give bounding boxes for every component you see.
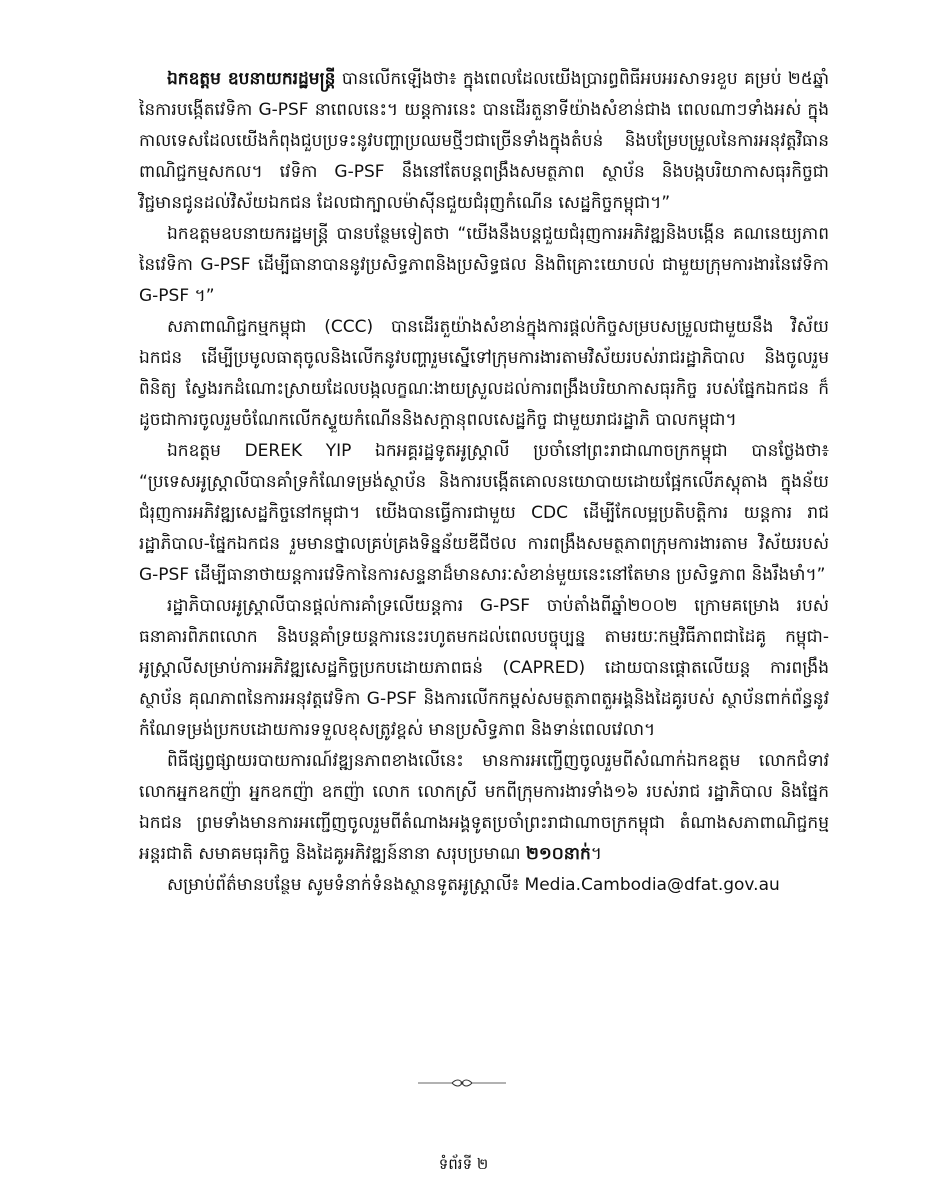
attendance-count-bold: ២១០នាក់ [526,844,591,864]
paragraph-text: ពិធីផ្សព្វផ្សាយរបាយការណ៍វឌ្ឍនភាពខាងលើនេះ មានការអញ្ជើញចូលរួមពីសំណាក់ឯកឧត្តម លោកជំទាវ លោកអ្នកឧកញ៉ា អ្នកឧកញ៉ា ឧកញ៉ា លោក លោកស្រី មកពីក្រុមការងារទាំង១៦ របស់រាជ រដ្ឋាភិបាល និងផ្នែកឯកជន ព្រមទាំងមានការអញ្ជើញចូលរួមពីតំណាងអង្គទូតប្រចាំព្រះរាជាណាចក្រកម្ពុជា តំណាងសភាពាណិជ្ជកម្មអន្តរជាតិ សមាគមធុរកិច្ច និងដៃគូអភិវឌ្ឍន៍នានា សរុបប្រមាណ [139,751,829,864]
contact-text: សម្រាប់ព័ត៌មានបន្ថែម សូមទំនាក់ទំនងស្ថានទូតអូស្ត្រាលី៖ Media.Cambodia@dfat.gov.au [167,875,780,895]
paragraph-text: ឯកឧត្តមឧបនាយករដ្ឋមន្ត្រី បានបន្ថែមទៀតថា “យើងនឹងបន្តជួយជំរុញការអភិវឌ្ឍនិងបង្កើន គណនេយ្យភាពនៃវេទិកា G-PSF ដើម្បីធានាបាននូវប្រសិទ្ធភាពនិងប្រសិទ្ធផល និងពិគ្រោះយោបល់ ជាមួយក្រុមការងារនៃវេទិកា G-PSF ។” [139,224,829,306]
paragraph-australia-support [139,591,829,746]
ornamental-divider [418,1078,506,1088]
paragraph-text: បានលើកឡើងថា៖ ក្នុងពេលដែលយើងប្រារព្ធពិធីអបអរសាទរខួប គម្រប់ ២៥ឆ្នាំ នៃការបង្កើតវេទិកា G-PSF នាពេលនេះ។ យន្តការនេះ បានដើរតួនាទីយ៉ាងសំខាន់ជាង ពេលណាៗទាំងអស់ ក្នុងកាលទេសដែលយើងកំពុងជួបប្រទះនូវបញ្ហាប្រឈមថ្មីៗជាច្រើនទាំងក្នុងតំបន់ និងបម្រែបម្រួលនៃការអនុវត្តវិធានពាណិជ្ជកម្មសកល។ វេទិកា G-PSF នឹងនៅតែបន្តពង្រឹងសមត្ថភាព ស្ថាប័ន និងបង្កបរិយាកាសធុរកិច្ចជាវិជ្ជមានជូនដល់វិស័យឯកជន ដែលជាក្បាលម៉ាស៊ីនជួយជំរុញកំណើន សេដ្ឋកិច្ចកម្ពុជា។” [139,69,830,213]
paragraph-text: ឯកឧត្តម DEREK YIP ឯកអគ្គរដ្ឋទូតអូស្ត្រាលី ប្រចាំនៅព្រះរាជាណាចក្រកម្ពុជា បានថ្លែងថា៖ “ប្រទេសអូស្ត្រាលីបានគាំទ្រកំណែទម្រង់ស្ថាប័ន និងការបង្កើតគោលនយោបាយដោយផ្អែកលើភស្តុតាង ក្នុងន័យជំរុញការអភិវឌ្ឍសេដ្ឋកិច្ចនៅកម្ពុជា។ យើងបានធ្វើការជាមួយ CDC ដើម្បីកែលម្អប្រតិបត្តិការ យន្តការ រាជរដ្ឋាភិបាល-ផ្នែកឯកជន រួមមានថ្នាលគ្រប់គ្រងទិន្នន័យឌីជីថល ការពង្រឹងសមត្ថភាពក្រុមការងារតាម វិស័យរបស់ G-PSF ដើម្បីធានាថាយន្តការវេទិកានៃការសន្ទនាដ៏មានសារៈសំខាន់មួយនេះនៅតែមាន ប្រសិទ្ធភាព និងរឹងមាំ។” [139,441,829,585]
paragraph-deputy-pm-remarks [139,64,829,219]
paragraph-deputy-pm-additional [139,219,829,312]
paragraph-attendance [139,746,829,870]
paragraph-text-end: ។ [590,844,602,864]
paragraph-text: រដ្ឋាភិបាលអូស្ត្រាលីបានផ្តល់ការគាំទ្រលើយន្តការ G-PSF ចាប់តាំងពីឆ្នាំ២០០២ ក្រោមគម្រោង របស់ធនាគារពិភពលោក និងបន្តគាំទ្រយន្តការនេះរហូតមកដល់ពេលបច្ចុប្បន្ន តាមរយៈកម្មវិធីភាពជាដៃគូ កម្ពុជា-អូស្ត្រាលីសម្រាប់ការអភិវឌ្ឍសេដ្ឋកិច្ចប្រកបដោយភាពធន់ (CAPRED) ដោយបានផ្តោតលើយន្ត ការពង្រឹងស្ថាប័ន គុណភាពនៃការអនុវត្តវេទិកា G-PSF និងការលើកកម្ពស់សមត្ថភាពតួអង្គនិងដៃគូរបស់ ស្ថាប័នពាក់ព័ន្ធនូវកំណែទម្រង់ប្រកបដោយការទទួលខុសត្រូវខ្ពស់ មានប្រសិទ្ធភាព និងទាន់ពេលវេលា។ [139,596,829,740]
speaker-title-bold: ឯកឧត្តម ឧបនាយករដ្ឋមន្ត្រី [167,69,336,89]
paragraph-ccc-role [139,312,829,436]
page-number: ទំព័រទី ២ [438,1155,489,1173]
paragraph-contact-info [139,870,829,901]
paragraph-text: សភាពាណិជ្ជកម្មកម្ពុជា (CCC) បានដើរតួយ៉ាងសំខាន់ក្នុងការផ្តល់កិច្ចសម្របសម្រួលជាមួយនឹង វិស័យឯកជន ដើម្បីប្រមូលធាតុចូលនិងលើកនូវបញ្ហារួមស្នើទៅក្រុមការងារតាមវិស័យរបស់រាជរដ្ឋាភិបាល និងចូលរួមពិនិត្យ ស្វែងរកដំណោះស្រាយដែលបង្កលក្ខណៈងាយស្រួលដល់ការពង្រឹងបរិយាកាសធុរកិច្ច របស់ផ្នែកឯកជន ក៏ដូចជាការចូលរួមចំណែកលើកស្ទួយកំណើននិងសក្តានុពលសេដ្ឋកិច្ច ជាមួយរាជរដ្ឋាភិ បាលកម្ពុជា។ [139,317,829,430]
document-body [139,64,829,901]
paragraph-ambassador-remarks [139,436,829,591]
